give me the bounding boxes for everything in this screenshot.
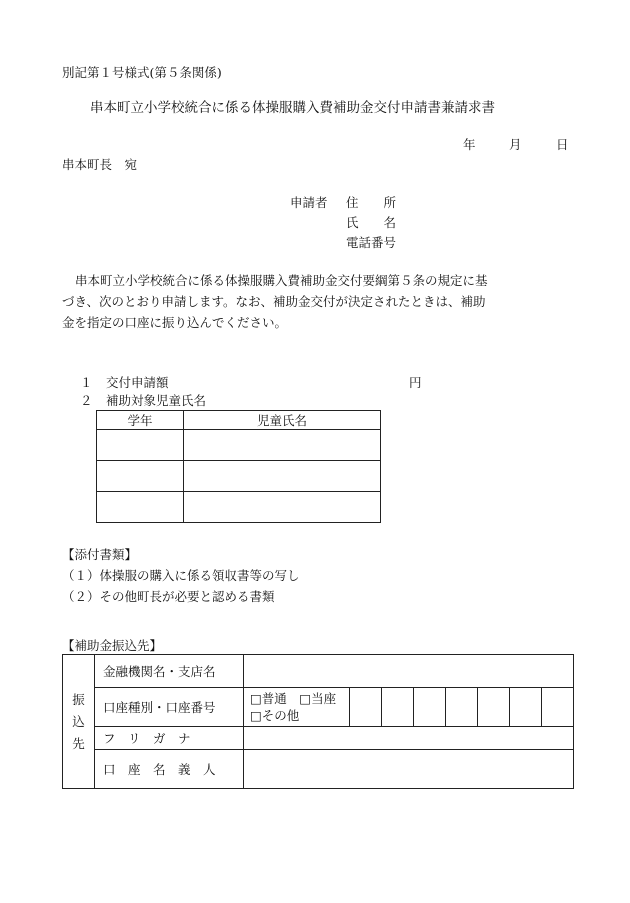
addressee: 串本町長 宛 [62, 157, 138, 172]
bank-heading: 【補助金振込先】 [62, 638, 163, 653]
attachments-heading: 【添付書類】 [62, 547, 138, 562]
bank-branch-field[interactable] [244, 655, 574, 688]
account-type-options[interactable] [244, 688, 350, 727]
date-day: 日 [556, 137, 569, 152]
body-line-3: 金を指定の口座に振り込んでください。 [62, 315, 288, 330]
account-digit-cell[interactable] [446, 688, 478, 727]
account-digit-cell[interactable] [382, 688, 414, 727]
account-digit-cell[interactable] [350, 688, 382, 727]
attachment-item-1: （１）体操服の購入に係る領収書等の写し [62, 568, 300, 583]
form-label: 別記第１号様式(第５条関係) [62, 65, 222, 80]
account-type-number-label: 口座種別・口座番号 [95, 688, 244, 727]
account-digit-cell[interactable] [478, 688, 510, 727]
side-char: 先 [72, 735, 85, 751]
child-name-cell[interactable] [184, 430, 381, 461]
account-type-line-2: □その他 [250, 708, 300, 723]
applicant-phone-label: 電話番号 [346, 235, 397, 250]
bank-branch-label: 金融機関名・支店名 [95, 655, 244, 688]
date-month: 月 [509, 137, 522, 152]
account-digit-cell[interactable] [542, 688, 574, 727]
account-holder-label: 口 座 名 義 人 [95, 750, 244, 789]
child-name-cell[interactable] [184, 492, 381, 523]
grade-cell[interactable] [97, 430, 184, 461]
applicant-prefix: 申請者 [290, 195, 328, 210]
child-name-cell[interactable] [184, 461, 381, 492]
children-table [96, 410, 381, 523]
table-row [97, 430, 381, 461]
item1-unit: 円 [409, 375, 422, 390]
applicant-address-label: 住 所 [346, 195, 397, 210]
attachment-item-2: （２）その他町長が必要と認める書類 [62, 589, 275, 604]
grade-cell[interactable] [97, 461, 184, 492]
table-row [97, 492, 381, 523]
item1-label: 交付申請額 [106, 375, 169, 390]
bank-transfer-table [62, 654, 574, 789]
side-char: 振 [72, 691, 85, 707]
table-row [97, 461, 381, 492]
transfer-side-label [63, 655, 95, 789]
item2-label: 補助対象児童氏名 [106, 393, 207, 408]
side-char: 込 [72, 713, 85, 729]
account-holder-field[interactable] [244, 750, 574, 789]
date-year: 年 [463, 137, 476, 152]
account-digit-cell[interactable] [414, 688, 446, 727]
page-title: 串本町立小学校統合に係る体操服購入費補助金交付申請書兼請求書 [90, 100, 495, 116]
furigana-label: フ リ ガ ナ [95, 727, 244, 750]
account-type-line-1: □普通 □当座 [250, 691, 337, 706]
furigana-field[interactable] [244, 727, 574, 750]
body-line-1: 串本町立小学校統合に係る体操服購入費補助金交付要綱第５条の規定に基 [75, 273, 488, 288]
header-child-name: 児童氏名 [184, 411, 381, 430]
body-line-2: づき、次のとおり申請します。なお、補助金交付が決定されたときは、補助 [62, 294, 486, 309]
grade-cell[interactable] [97, 492, 184, 523]
item2-number: ２ [80, 393, 93, 408]
header-grade: 学年 [97, 411, 184, 430]
item1-number: １ [80, 375, 93, 390]
account-digit-cell[interactable] [510, 688, 542, 727]
applicant-name-label: 氏 名 [346, 215, 397, 230]
